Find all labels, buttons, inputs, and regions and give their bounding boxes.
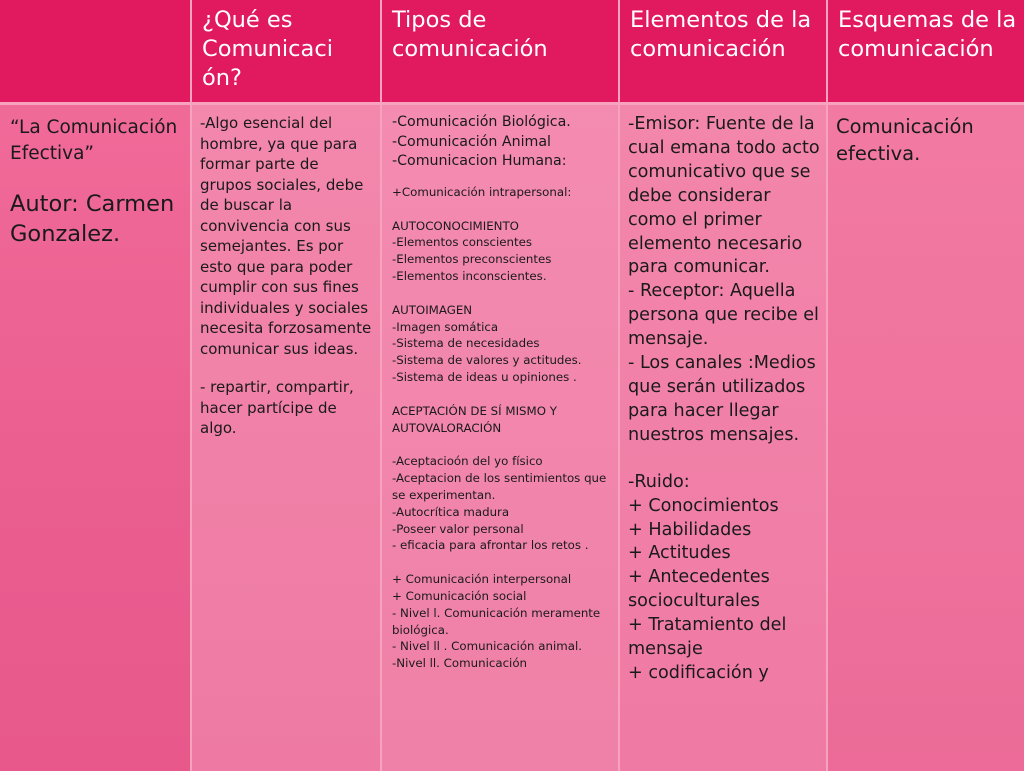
- header-empty: [0, 0, 190, 102]
- cell-definition: [192, 105, 380, 771]
- book-title: “La Comunicación Efectiva”: [10, 117, 178, 164]
- element-ruido-item: + codificación y: [628, 662, 769, 683]
- element-canales: - Los canales :Medios que serán utilizados para hacer llegar nuestros mensajes.: [628, 353, 816, 445]
- type-subline: + Comunicación interpersonal: [392, 572, 572, 587]
- cell-types: [382, 105, 618, 771]
- type-subline: -Nivel ll. Comunicación: [392, 656, 528, 671]
- header-esquemas-de-comunicacion: Esquemas de la comunicación: [828, 0, 1024, 102]
- type-subline: -Sistema de ideas u opiniones .: [392, 369, 577, 384]
- type-line: -Comunicación Animal: [392, 133, 551, 150]
- element-ruido: -Ruido:: [628, 471, 690, 492]
- type-subline: -Poseer valor personal: [392, 521, 524, 536]
- type-subline: -Elementos conscientes: [392, 235, 533, 250]
- type-subline: -Autocrítica madura: [392, 504, 510, 519]
- element-receptor: - Receptor: Aquella persona que recibe el mensaje.: [628, 281, 819, 350]
- type-subline: - Nivel l. Comunicación meramente biológica.: [392, 605, 601, 637]
- type-subline: AUTOCONOCIMIENTO: [392, 218, 519, 233]
- book-author: Autor: Carmen Gonzalez.: [10, 191, 175, 247]
- element-ruido-item: + Tratamiento del mensaje: [628, 615, 787, 660]
- header-elementos-de-comunicacion: Elementos de la comunicación: [620, 0, 826, 102]
- type-subline: - eficacia para afrontar los retos .: [392, 538, 589, 553]
- element-ruido-item: + Conocimientos: [628, 495, 779, 516]
- type-subline: -Sistema de valores y actitudes.: [392, 353, 582, 368]
- element-ruido-item: + Actitudes: [628, 543, 731, 564]
- cell-source: [0, 105, 190, 771]
- type-subline: -Aceptacion de los sentimientos que se experimentan.: [392, 471, 607, 502]
- type-subline: -Elementos inconscientes.: [392, 268, 547, 283]
- type-subline: - Nivel ll . Comunicación animal.: [392, 639, 583, 654]
- type-subline: ACEPTACIÓN DE SÍ MISMO Y AUTOVALORACIÓN: [392, 403, 557, 435]
- type-line: -Comunicación Biológica.: [392, 114, 571, 130]
- header-tipos-de-comunicacion: Tipos de comunicación: [382, 0, 618, 102]
- cell-elements: [620, 105, 826, 771]
- definition-paragraph-1: -Algo esencial del hombre, ya que para formar parte de grupos sociales, debe de buscar la convivencia con sus semejantes. Es por esto que para poder cumplir con sus fines individuales y sociales necesita forzosamente comunicar sus ideas.: [200, 114, 372, 358]
- type-subline: +Comunicación intrapersonal:: [392, 184, 572, 199]
- type-subline: + Comunicación social: [392, 588, 527, 603]
- scheme-text: Comunicación efectiva.: [836, 115, 974, 165]
- type-subline: -Sistema de necesidades: [392, 336, 540, 351]
- element-emisor: -Emisor: Fuente de la cual emana todo acto comunicativo que se debe considerar como el primer elemento necesario para comunicar.: [628, 114, 820, 278]
- type-subline: -Imagen somática: [392, 319, 499, 334]
- type-line: -Comunicacion Humana:: [392, 153, 567, 170]
- element-ruido-item: + Habilidades: [628, 519, 752, 540]
- type-subline: -Aceptacioón del yo físico: [392, 454, 543, 469]
- cell-schemes: [828, 105, 1024, 771]
- type-subline: -Elementos preconscientes: [392, 252, 552, 267]
- definition-paragraph-2: - repartir, compartir, hacer partícipe de algo.: [200, 378, 354, 437]
- element-ruido-item: + Antecedentes socioculturales: [628, 567, 770, 612]
- type-subline: AUTOIMAGEN: [392, 302, 473, 317]
- header-que-es-comunicacion: ¿Qué es Comunicaci ón?: [192, 0, 380, 102]
